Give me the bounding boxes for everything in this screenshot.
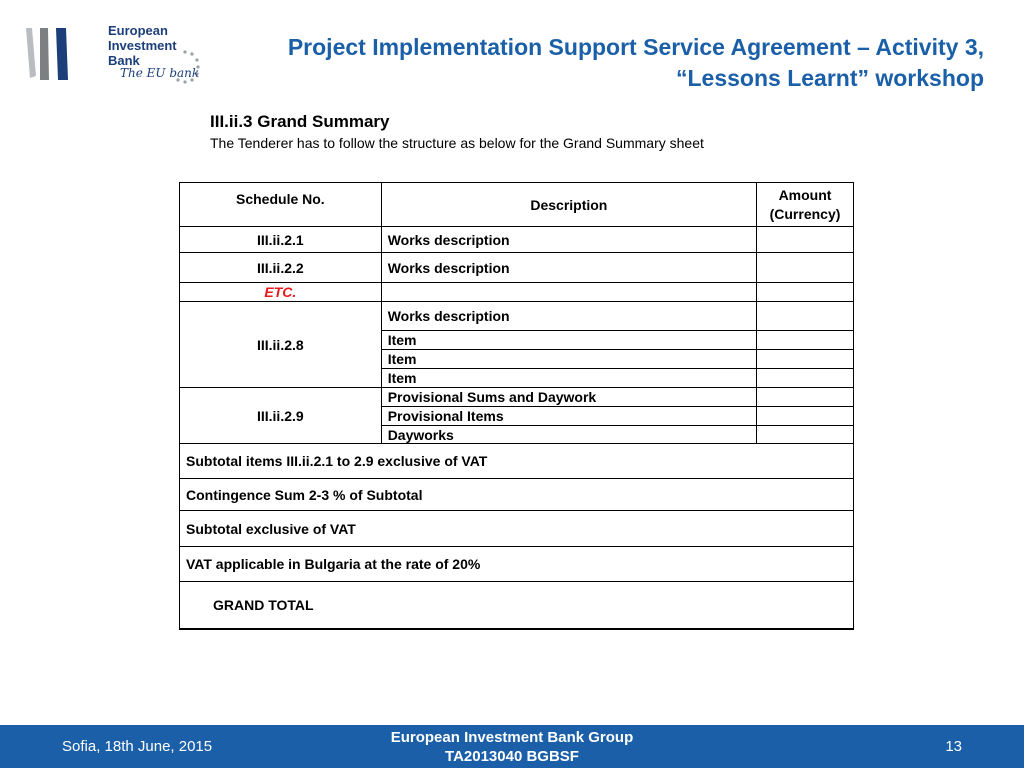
description-cell: Works description <box>381 227 756 253</box>
page-number: 13 <box>945 738 962 755</box>
amount-cell <box>757 227 854 253</box>
contingence-row <box>180 479 854 511</box>
header-schedule: Schedule No. <box>180 183 382 227</box>
table-row <box>180 388 854 407</box>
description-cell: Works description <box>381 253 756 283</box>
amount-cell <box>757 253 854 283</box>
schedule-cell: III.ii.2.9 <box>180 388 382 444</box>
schedule-cell: III.ii.2.2 <box>180 253 382 283</box>
section-heading: III.ii.3 Grand Summary <box>210 112 390 131</box>
table-row <box>180 302 854 331</box>
amount-cell <box>757 302 854 331</box>
subtotal-exclusive-label: Subtotal exclusive of VAT <box>180 511 854 547</box>
contingence-label: Contingence Sum 2-3 % of Subtotal <box>180 479 854 511</box>
eib-bars-icon <box>22 26 102 82</box>
amount-cell <box>757 369 854 388</box>
footer-location-date: Sofia, 18th June, 2015 <box>62 738 213 755</box>
vat-row <box>180 547 854 582</box>
footer-bar <box>0 725 1024 768</box>
description-cell <box>381 283 756 302</box>
amount-cell <box>757 426 854 444</box>
description-cell: Item <box>381 369 756 388</box>
schedule-cell: III.ii.2.8 <box>180 302 382 388</box>
subtotal-row <box>180 444 854 479</box>
table-row <box>180 283 854 302</box>
description-cell: Works description <box>381 302 756 331</box>
table-row <box>180 227 854 253</box>
grand-total-row <box>180 582 854 629</box>
subtotal-items-label: Subtotal items III.ii.2.1 to 2.9 exclusive of VAT <box>180 444 854 479</box>
header-description: Description <box>381 183 756 227</box>
amount-cell <box>757 331 854 350</box>
amount-cell <box>757 283 854 302</box>
description-cell: Item <box>381 350 756 369</box>
description-cell: Item <box>381 331 756 350</box>
section-intro: The Tenderer has to follow the structure as below for the Grand Summary sheet <box>210 135 704 151</box>
vat-label: VAT applicable in Bulgaria at the rate of 20% <box>180 547 854 582</box>
table-row <box>180 253 854 283</box>
grand-summary-table <box>179 182 854 630</box>
eib-logo <box>22 22 202 92</box>
etc-cell: ETC. <box>180 283 382 302</box>
table-header-row <box>180 183 854 227</box>
slide-title: Project Implementation Support Service Agreement – Activity 3, “Lessons Learnt” workshop <box>287 34 984 91</box>
eib-logo-text: European Investment Bank <box>108 23 177 68</box>
eib-tagline: The EU bank <box>120 66 200 80</box>
description-cell: Dayworks <box>381 426 756 444</box>
description-cell: Provisional Items <box>381 407 756 426</box>
amount-cell <box>757 350 854 369</box>
schedule-cell: III.ii.2.1 <box>180 227 382 253</box>
amount-cell <box>757 388 854 407</box>
grand-total-label: GRAND TOTAL <box>180 582 854 629</box>
amount-cell <box>757 407 854 426</box>
header-amount: Amount (Currency) <box>757 183 854 227</box>
footer-center-text: European Investment Bank Group TA2013040 BGBSF <box>390 729 634 765</box>
subtotal-exclusive-row <box>180 511 854 547</box>
description-cell: Provisional Sums and Daywork <box>381 388 756 407</box>
